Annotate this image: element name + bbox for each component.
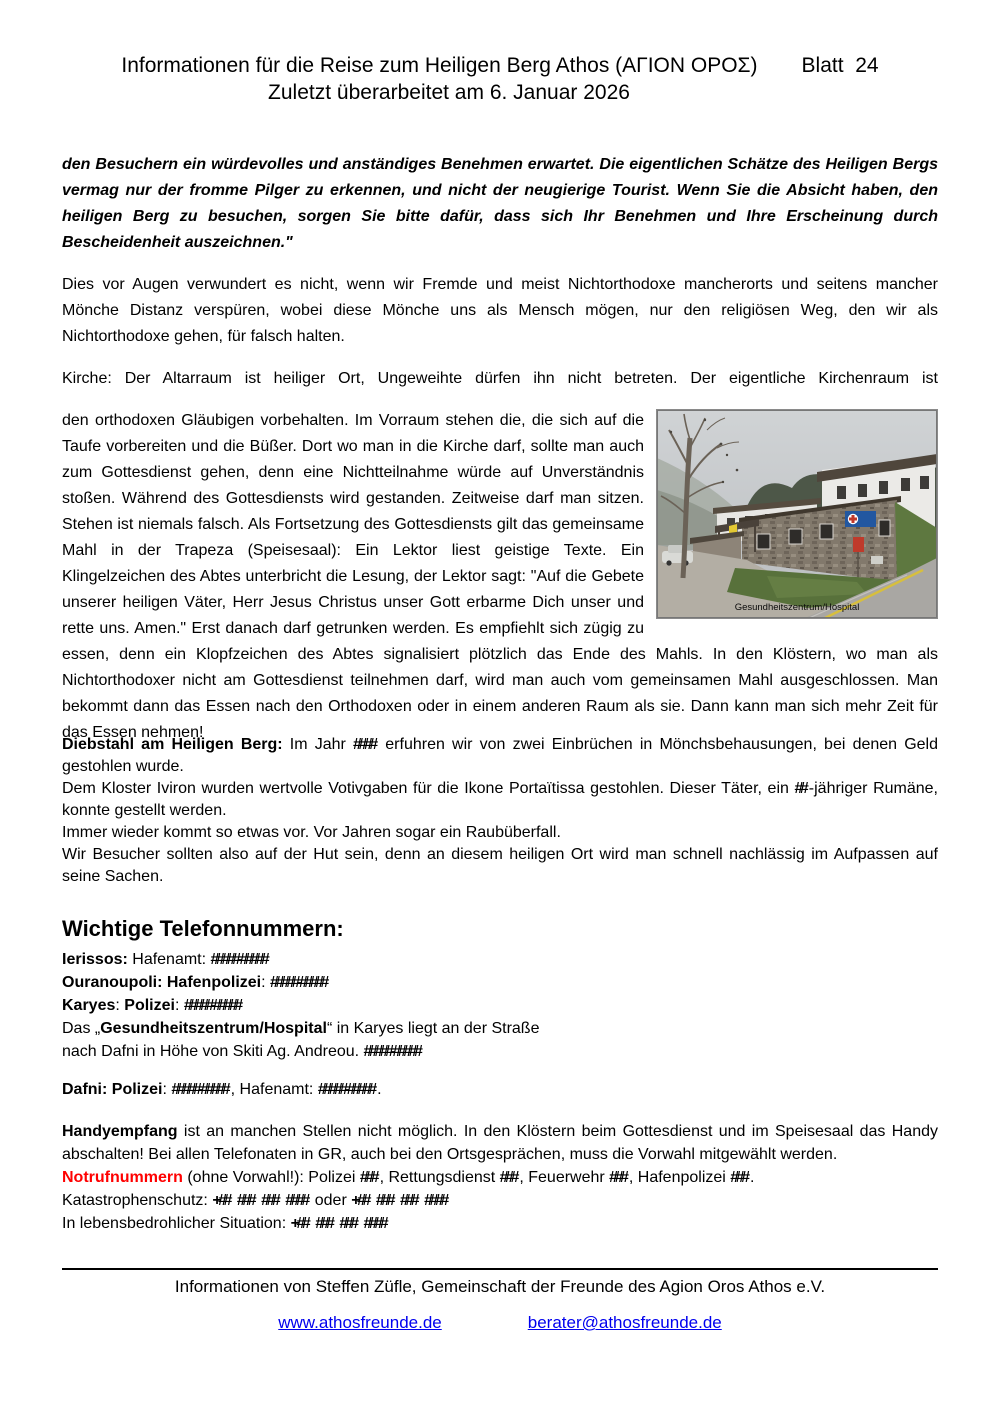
phone-line-dafni: Dafni: Polizei: #####-##### , Hafenamt: #####-##### . <box>62 1081 382 1098</box>
theft-line: Immer wieder kommt so etwas vor. Vor Jahren sogar ein Raubüberfall. <box>62 824 561 841</box>
kirche-intro-line: Kirche: Der Altarraum ist heiliger Ort, Ungeweihte dürfen ihn nicht betreten. Der eigentliche Kirchenraum ist <box>62 370 938 387</box>
email-link[interactable]: berater@athosfreunde.de <box>527 1313 722 1332</box>
photo-caption: Gesundheitszentrum/Hospital <box>734 602 860 613</box>
theft-line: Dem Kloster Iviron wurden wertvolle Votivgaben für die Ikone Portaïtissa gestohlen. Dieser Täter, ein ## -jähriger Rumäne, konnte gestellt werden. <box>62 780 938 819</box>
emergency-line-lifethreat: In lebensbedrohlicher Situation: +## ### ### #### <box>62 1215 386 1232</box>
phone-line-hospital-2: nach Dafni in Höhe von Skiti Ag. Andreou. #####-##### <box>62 1043 420 1060</box>
phone-line-karyes: Karyes: Polizei: #####-##### <box>62 997 240 1014</box>
website-link[interactable]: www.athosfreunde.de <box>278 1313 442 1332</box>
phone-line-ierissos: Ierissos: Hafenamt: #####-##### <box>62 951 267 968</box>
sheet-number: Blatt 24 <box>801 54 879 77</box>
distance-paragraph: Dies vor Augen verwundert es nicht, wenn wir Fremde und meist Nichtorthodoxe mancherorts und seitens mancher Mönche Distanz verspüren, wobei diese Mönche uns als Mensch mögen, nur den religiösen Weg, den wir als Nichtorthodoxe gehen, für falsch halten. <box>62 276 938 345</box>
emergency-line: Notrufnummern (ohne Vorwahl!): Polizei ### , Rettungsdienst ### , Feuerwehr ### , Hafenpolizei ### . <box>62 1169 755 1186</box>
kirche-body-text: den orthodoxen Gläubigen vorbehalten. Im Vorraum stehen die, die sich auf die Taufe vorbereiten und die Büßer. Dort wo man in die Kirche darf, sollte man auch zum Gottesdienst gehen, denn eine Nichtteilnahme würde auf Unverständnis stoßen. Während des Gottesdiensts wird gestanden. Zeitweise darf man sitzen. Stehen ist niemals falsch. Als Fortsetzung des Gottesdiensts gilt das gemeinsame Mahl in der Trapeza (Speisesaal): Ein Lektor liest geistige Texte. Ein Klingelzeichen des Abtes unterbricht die Lesung, der Lektor sagt: "Auf die Gebete unserer heiligen Väter, Herr Jesus Christus unser Gott erbarme Dich unser und rette uns. Amen." Erst danach darf getrunken werden. Es empfiehlt sich zügig zu essen, denn ein Klopfzeichen des Abtes signalisiert plötzlich das Ende des Mahls. In den Klöstern, wo man als Nichtorthodoxer nicht am Gottesdienst teilnehmen darf, wird man auch vom gemeinsamen Mahl ausgeschlossen. Man bekommt dann das Essen nach den Orthodoxen oder in einem anderen Raum als sie. Dann kann man sich mehr Zeit für das Essen nehmen! <box>62 412 938 741</box>
phone-heading: Wichtige Telefonnummern: <box>62 916 344 941</box>
footer-rule <box>62 1268 938 1270</box>
footer-links <box>62 1313 938 1333</box>
quote-paragraph: den Besuchern ein würdevolles und anständiges Benehmen erwartet. Die eigentlichen Schätze des Heiligen Bergs vermag nur der fromme Pilger zu erkennen, und nicht der neugierige Tourist. Wenn Sie die Absicht haben, den heiligen Berg zu besuchen, sorgen Sie bitte dafür, dass sich Ihr Benehmen und Ihre Erscheinung durch Bescheidenheit auszeichnen." <box>62 156 938 251</box>
footer <box>62 1268 938 1333</box>
phone-line-hospital: Das „Gesundheitszentrum/Hospital“ in Karyes liegt an der Straße <box>62 1020 540 1037</box>
mobile-section <box>62 1120 938 1235</box>
red-box <box>853 537 864 552</box>
emergency-line-disaster: Katastrophenschutz: +## ### ### #### oder +## ### ### #### <box>62 1192 446 1209</box>
hospital-photo-illustration <box>657 410 937 618</box>
mobile-paragraph: Handyempfang ist an manchen Stellen nicht möglich. In den Klöstern beim Gottesdienst und im Speisesaal das Handy abschalten! Bei allen Telefonaten in GR, auch bei den Ortsgesprächen, muss die Vorwahl mitgewählt werden. <box>62 1123 938 1163</box>
theft-line: Wir Besucher sollten also auf der Hut sein, denn an diesem heiligen Ort wird man schnell nachlässig im Aufpassen auf seine Sachen. <box>62 846 938 885</box>
header <box>62 52 938 106</box>
phone-line-ouranoupoli: Ouranoupoli: Hafenpolizei: #####-##### <box>62 974 326 991</box>
theft-section <box>62 734 938 888</box>
phone-section <box>62 916 938 1063</box>
hospital-photo <box>656 409 938 619</box>
theft-line: Diebstahl am Heiligen Berg: Im Jahr #### erfuhren wir von zwei Einbrüchen in Mönchsbehausungen, bei denen Geld gestohlen wurde. <box>62 736 939 775</box>
page-title: Informationen für die Reise zum Heiligen Berg Athos (ΑΓΙΟΝ ΟΡΟΣ) <box>121 54 758 77</box>
footer-credit: Informationen von Steffen Züfle, Gemeinschaft der Freunde des Agion Oros Athos e.V. <box>174 1277 826 1296</box>
kirche-section <box>62 408 938 746</box>
revision-date: Zuletzt überarbeitet am 6. Januar 2026 <box>268 81 630 104</box>
page-title-line <box>62 52 938 79</box>
